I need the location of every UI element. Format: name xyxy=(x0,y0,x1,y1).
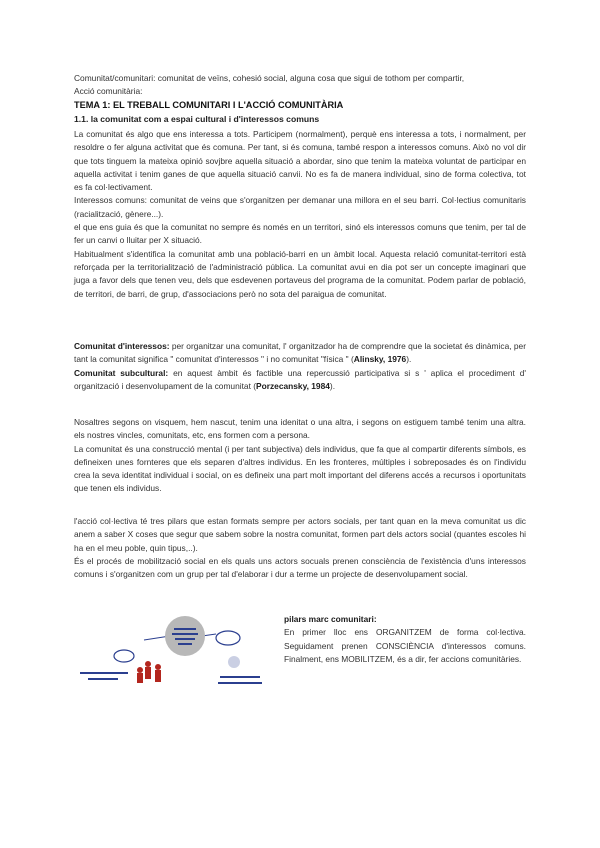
header-line-2: Acció comunitària: xyxy=(74,86,143,97)
text-mark xyxy=(178,643,192,645)
paragraph-8: La comunitat és una construcció mental (i per tant subjectiva) dels individus, que fa que al compartir diferents símbols, es defineixen unes fornteres que els separen d'altres individus. En les fronteres, múltiples i sobreposades és on l'individu crea la seva identitat individual i social, on es defineix una part molt important del diferens accés a recursos i oportunitats que tenen els individus. xyxy=(74,443,526,494)
text-mark xyxy=(80,672,128,674)
paragraph-7: Nosaltres segons on visquem, hem nascut, tenim una idenitat o una altra, i segons on estiguem també tenim una altra. els nostres vincles, comunitats, etc, ens formen com a persona. xyxy=(74,417,526,441)
figure-body xyxy=(155,670,161,682)
term-text: per organitzar una comunitat, l' organitzador ha de comprendre que la societat és dinàmica, per tant la comunitat significa " comunitat d'interessos " i no comunitat "física " ( xyxy=(74,341,526,365)
paragraph-10: És el procés de mobilització social en els quals uns actors socuals prenen consciència de l'existència d'uns interessos comuns i s'organitzen com un grup per tal d'elaborar i dur a terme un projecte de desenvolupament social. xyxy=(74,555,526,580)
pillars-diagram-image xyxy=(74,612,274,694)
body-block-1 xyxy=(74,128,526,301)
paragraph-3: el que ens guia és que la comunitat no sempre és només en un territori, sinó els interessos comuns que tenim, per tal de fer un canvi o lluitar per X situació. xyxy=(74,222,526,246)
text-mark xyxy=(218,682,262,684)
text-mark xyxy=(220,676,260,678)
section-subtitle: 1.1. la comunitat com a espai cultural i d'interessos comuns xyxy=(74,114,320,124)
header-line-1: Comunitat/comunitari: comunitat de veïns, cohesió social, alguna cosa que sigui de tothom per compartir, xyxy=(74,73,465,83)
paragraph-4: Habitualment s'identifica la comunitat amb una població-barri en un àmbit local. Aquesta relació comunitat-territori està reforçada per la territorialització de l'administració pública. La comunitat avui en dia pot ser un concepte imaginari que juga a favor dels que tenen veu, dels que esdevenen portaveus del programa de la comunitat. Podem parlar de població, de territori, de barri, de grup, d'associacions però no sota del paraigua de comunitat. xyxy=(74,248,526,299)
body-block-2 xyxy=(74,340,526,393)
section-title: TEMA 1: EL TREBALL COMUNITARI I L'ACCIÓ COMUNITÀRIA xyxy=(74,100,344,110)
figure-body xyxy=(145,667,151,679)
text-mark xyxy=(88,678,118,680)
paragraph-5 xyxy=(74,340,526,367)
term-label: Comunitat d'interessos: xyxy=(74,341,170,351)
citation-end: ). xyxy=(329,380,336,391)
header-block xyxy=(74,72,526,99)
text-mark xyxy=(172,633,198,635)
figure-head xyxy=(155,664,161,670)
sidebar-heading: pilars marc comunitari: xyxy=(284,614,377,624)
body-block-4 xyxy=(74,515,526,581)
figure-head xyxy=(145,661,151,667)
figure-body xyxy=(137,673,143,683)
term-label: Comunitat subcultural: xyxy=(74,367,169,378)
text-mark xyxy=(175,638,195,640)
pillars-sidebar xyxy=(284,613,526,666)
term-text: en aquest àmbit és factible una repercussió participativa si s ' aplica el procediment d' organització i desenvolupament de la comunitat ( xyxy=(74,367,526,391)
citation-end: ). xyxy=(406,354,412,365)
paragraph-6 xyxy=(74,367,526,394)
text-mark xyxy=(174,628,196,630)
paragraph-1: La comunitat és algo que ens interessa a tots. Participem (normalment), perquè ens interessa a tots, i normalment, per resoldre o fer alguna activitat que és comuna. Per tant, si és comuna, també respon a interessos comuns. Això no vol dir que tots tinguem la mateixa opinió sovjbre aquella situació a abordar, sino que tenim la mateixa voluntat de participar en aquella activitat i tenim ganes de que aquella situació canvii. No es fa de manera individual, sino de forma colectiva, tot es fa col·lectivament. xyxy=(74,129,526,193)
sidebar-text: En primer lloc ens ORGANITZEM de forma col·lectiva. Seguidament prenen CONSCIÈNCIA d'interessos comuns. Finalment, ens MOBILITZEM, és a dir, fer accions comunitàries. xyxy=(284,627,526,664)
pillars-diagram-svg xyxy=(74,612,274,694)
figure-head xyxy=(137,667,143,673)
paragraph-2: Interessos comuns: comunitat de veins que s'organitzen per demanar una millora en el seu barri. Col·lectius comunitaris (racialització, gènere...). xyxy=(74,195,526,219)
body-block-3 xyxy=(74,416,526,496)
citation: Porzecansky, 1984 xyxy=(256,380,330,391)
citation: Alinsky, 1976 xyxy=(353,354,407,365)
paragraph-9: l'acció col·lectiva té tres pilars que estan formats sempre per actors socials, per tant quan en la meva comunitat us dic anem a saber X coses que segur que sabem sobre la nostra comunitat, formen part dels actors social (quantes escoles hi ha en el meu poble, quin tipus,..). xyxy=(74,516,526,553)
organize-node-gray xyxy=(165,616,205,656)
awareness-node xyxy=(228,656,240,668)
